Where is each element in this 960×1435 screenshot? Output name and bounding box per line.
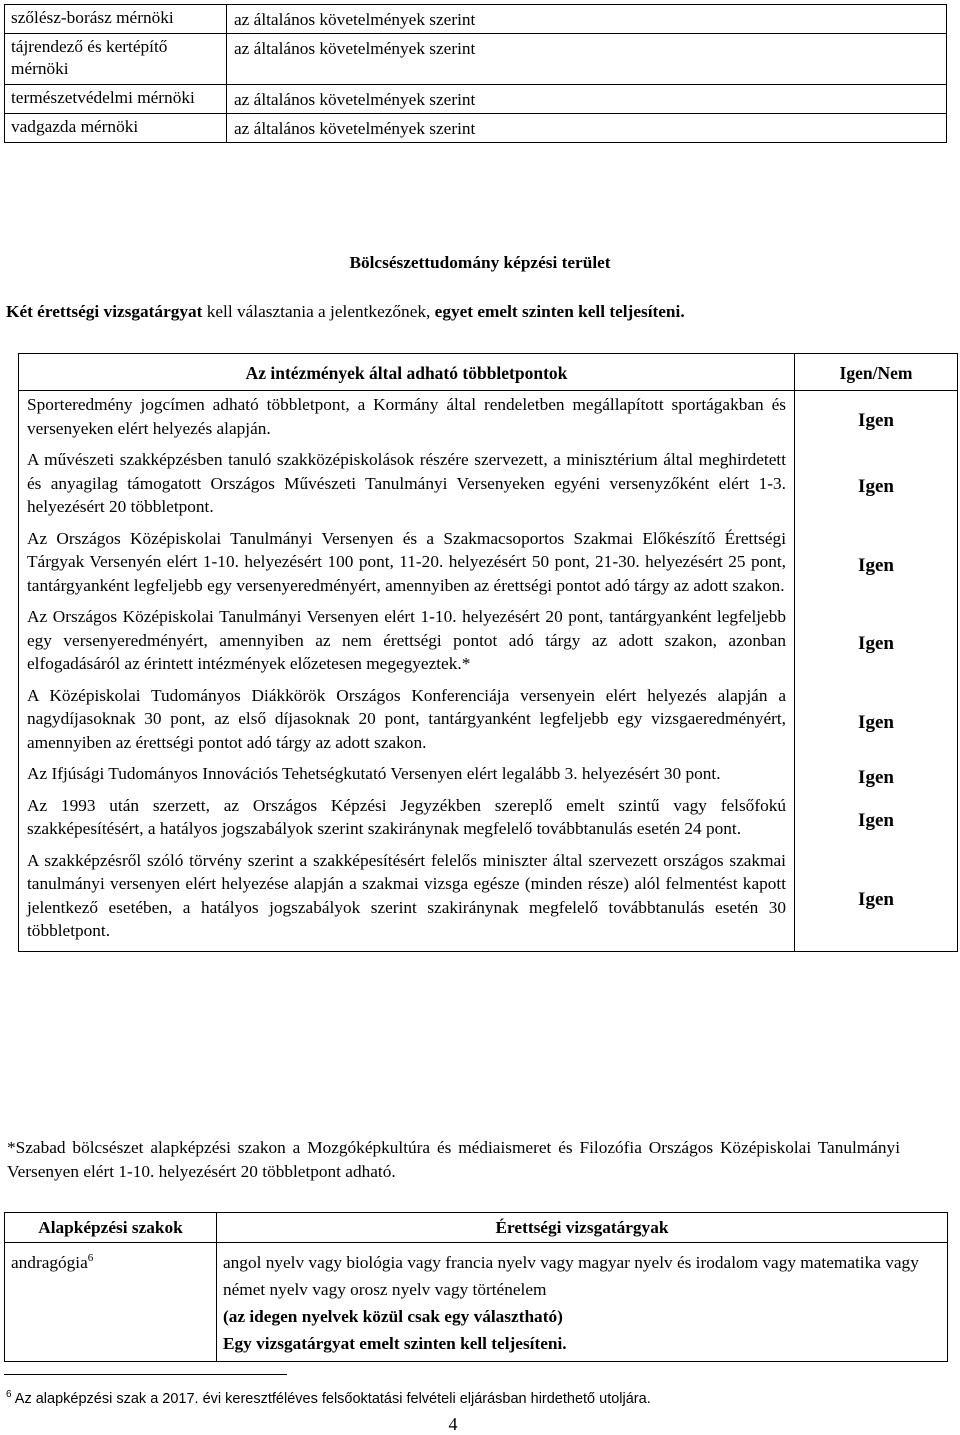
header-programs: Alapképzési szakok [5,1213,217,1243]
bonus-description: Az Ifjúsági Tudományos Innovációs Tehetségkutató Versenyen elért legalább 3. helyezésért 30 pont. [19,762,795,794]
program-cell [5,1243,217,1362]
table-row [19,684,958,763]
table-header-row [19,354,958,391]
section-title: Bölcsészettudomány képzési terület [349,253,611,272]
table-row [19,762,958,794]
bonus-answer: Igen [795,684,958,763]
table-row [5,114,947,143]
program-requirement: az általános követelmények szerint [227,5,947,34]
intro-bold-a: Két érettségi vizsgatárgyat [6,302,203,321]
bonus-description: Az Országos Középiskolai Tanulmányi Versenyen és a Szakmacsoportos Szakmai Előkészítő Érettségi Tárgyak Versenyén elért 1-10. helyezésért 100 pont, 11-20. helyezésért 50 pont, 21-30. helyezésért 25 pont, tantárgyanként legfeljebb egy versenyeredményért, amennyiben az érettségi pontot adó tárgy az adott szakon. [19,527,795,606]
bonus-description: A Középiskolai Tudományos Diákkörök Országos Konferenciája versenyein elért helyezés alapján a nagydíjasoknak 30 pont, az első díjasoknak 20 pont, tantárgyanként legfeljebb egy vizsgaeredményért, amennyiben az érettségi pontot adó tárgy az adott szakon. [19,684,795,763]
bonus-answer: Igen [795,849,958,952]
table-row [19,391,958,449]
bonus-answer: Igen [795,762,958,794]
table-header-row [5,1213,948,1243]
intro-normal: kell választania a jelentkezőnek, [202,302,435,321]
program-requirement: az általános követelmények szerint [227,34,947,85]
subjects-note-language: (az idegen nyelvek közül csak egy választható) [223,1307,563,1326]
program-name: szőlész-borász mérnöki [5,5,227,34]
intro-bold-c: egyet emelt szinten kell teljesíteni. [434,302,685,321]
header-yes-no: Igen/Nem [795,354,958,391]
bonus-answer: Igen [795,448,958,527]
header-exam-subjects: Érettségi vizsgatárgyak [217,1213,948,1243]
table-row [5,34,947,85]
section-intro [6,300,685,324]
subjects-note-advanced: Egy vizsgatárgyat emelt szinten kell teljesíteni. [223,1334,567,1353]
table-row [19,527,958,606]
bonus-description: Az Országos Középiskolai Tanulmányi Versenyen elért 1-10. helyezésért 20 pont, tantárgyanként legfeljebb egy versenyeredményért, amennyiben az nem érettségi pontot adó tárgy az adott szakon, azonban elfogadásáról az érintett intézmények előzetesen megegyeztek.* [19,605,795,684]
bonus-answer: Igen [795,605,958,684]
bonus-description: Az 1993 után szerzett, az Országos Képzési Jegyzékben szereplő emelt szintű vagy felsőfokú szakképesítésért, a hatályos jogszabályok szerint szakiránynak megfelelő továbbtanulás esetén 24 pont. [19,794,795,849]
table-row [19,849,958,952]
bonus-description: Sporteredmény jogcímen adható többletpont, a Kormány által rendeletben megállapított sportágakban és versenyeken elért helyezés alapján. [19,391,795,449]
subjects-list: angol nyelv vagy biológia vagy francia nyelv vagy magyar nyelv és irodalom vagy matematika vagy német nyelv vagy orosz nyelv vagy történelem [223,1253,919,1299]
bonus-description: A szakképzésről szóló törvény szerint a szakképesítésért felelős miniszter által szervezett országos szakmai tanulmányi versenyen elért helyezése alapján a szakmai vizsga egésze (minden része) alól felmentést kapott jelentkező esetében, a hatályos jogszabályok szerint szakiránynak megfelelő továbbtanulás esetén 30 többletpont. [19,849,795,952]
program-requirement: az általános követelmények szerint [227,85,947,114]
footnote-mark: 6 [6,1389,12,1401]
subjects-table [4,1212,948,1362]
page-number: 4 [448,1414,458,1434]
bonus-answer: Igen [795,527,958,606]
program-name: természetvédelmi mérnöki [5,85,227,114]
footnote-6 [6,1390,651,1408]
programs-table [4,4,947,143]
header-bonus-points: Az intézmények által adható többletpontok [19,354,795,391]
bonus-answer: Igen [795,391,958,449]
program-requirement: az általános követelmények szerint [227,114,947,143]
program-name: andragógia [11,1253,88,1272]
table-row [19,448,958,527]
bonus-answer: Igen [795,794,958,849]
bonus-description: A művészeti szakképzésben tanuló szakközépiskolások részére szervezett, a minisztérium által meghirdetett és anyagilag támogatott Országos Művészeti Tanulmányi Versenyeken egyéni versenyzőként elért 1-3. helyezésért 20 többletpont. [19,448,795,527]
footnote-star: *Szabad bölcsészet alapképzési szakon a Mozgóképkultúra és médiaismeret és Filozófia Országos Középiskolai Tanulmányi Versenyen elért 1-10. helyezésért 20 többletpont adható. [7,1138,900,1181]
table-row [19,794,958,849]
program-name: tájrendező és kertépítő mérnöki [5,34,227,85]
program-name: vadgazda mérnöki [5,114,227,143]
table-row [5,85,947,114]
table-row [5,5,947,34]
table-row [19,605,958,684]
footnote-text: Az alapképzési szak a 2017. évi keresztféléves felsőoktatási felvételi eljárásban hirdethető utoljára. [11,1391,651,1407]
footnote-divider [4,1374,287,1375]
footnote-ref: 6 [87,1252,94,1265]
table-row [5,1243,948,1362]
bonus-points-table [18,353,958,952]
subjects-cell [217,1243,948,1362]
